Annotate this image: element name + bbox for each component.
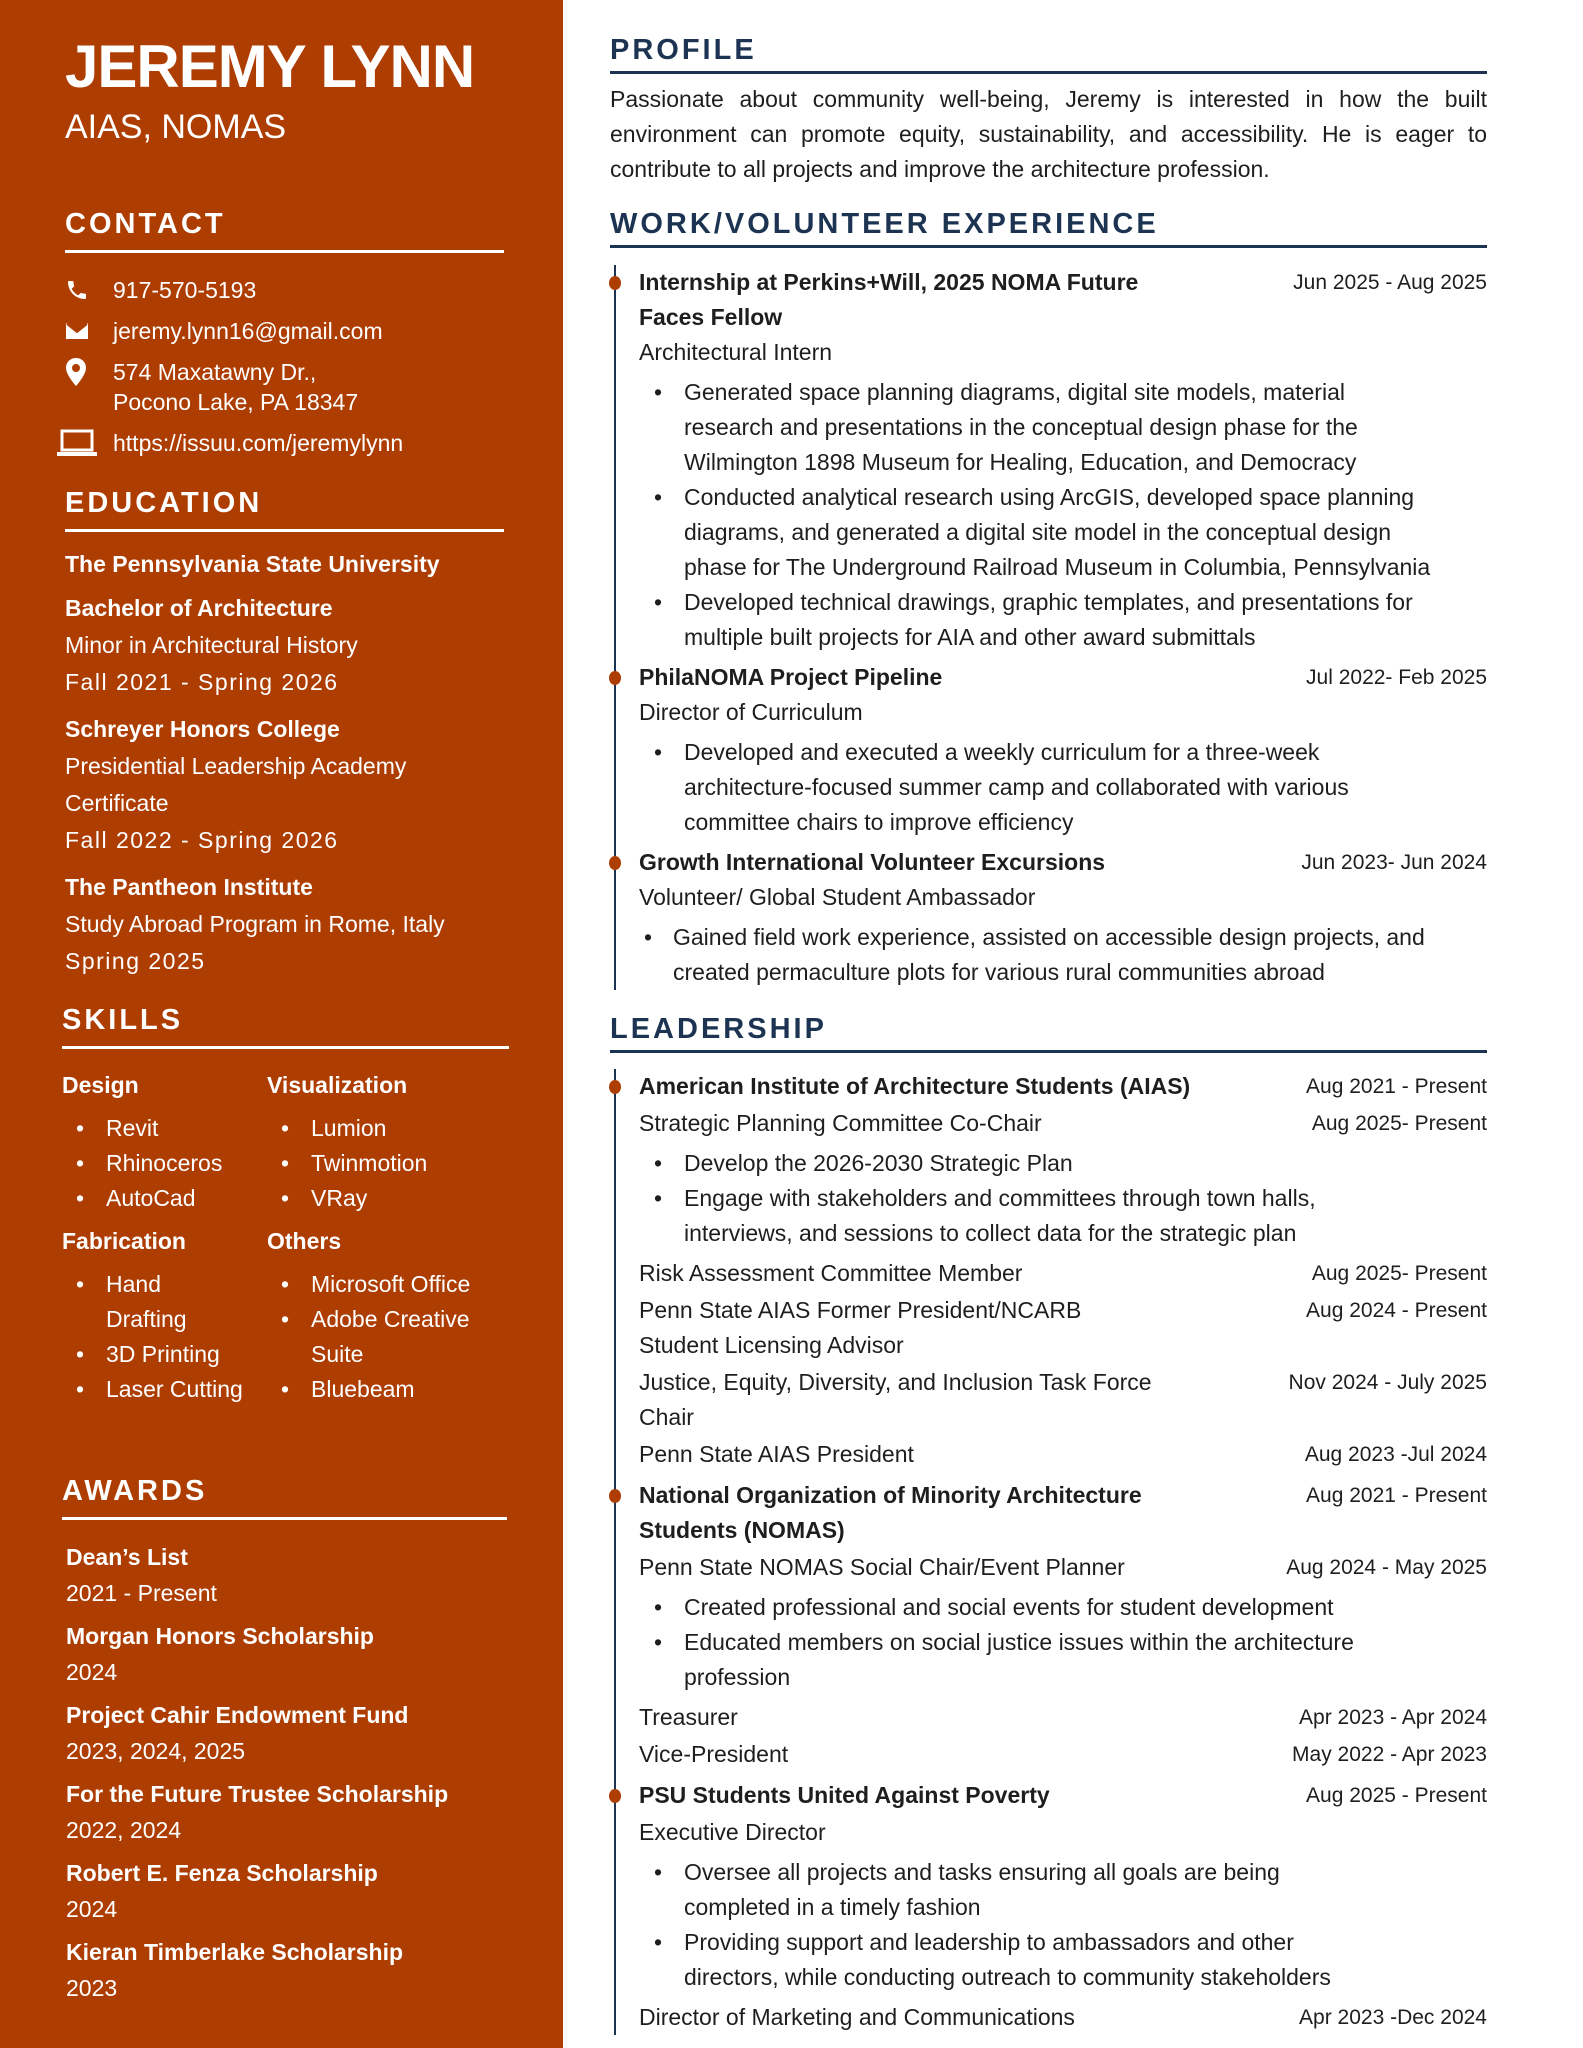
skill-item: • Lumion (267, 1111, 517, 1146)
timeline-dot-icon (609, 276, 621, 290)
skill-item: • Microsoft Office (267, 1267, 517, 1302)
role (639, 1700, 1487, 1735)
role-date: Apr 2023 - Apr 2024 (1299, 1706, 1487, 1729)
mail-icon (65, 316, 113, 346)
org-date: Aug 2021 - Present (1306, 1075, 1487, 1098)
role (639, 1815, 1487, 1850)
timeline-dot-icon (609, 1789, 621, 1803)
role-title: Strategic Planning Committee Co-Chair (639, 1110, 1042, 1136)
role (639, 2000, 1487, 2035)
experience-entry (639, 845, 1487, 990)
skill-group (62, 1224, 267, 1415)
org-date: Aug 2021 - Present (1306, 1484, 1487, 1507)
timeline-dot-icon (609, 1489, 621, 1503)
experience-entry (639, 660, 1487, 840)
experience-date: Jul 2022- Feb 2025 (1306, 666, 1487, 689)
program-dates: Fall 2021 - Spring 2026 (65, 669, 339, 695)
education-heading: EDUCATION (65, 485, 504, 532)
university-name: The Pennsylvania State University (65, 551, 440, 577)
award-item (66, 1776, 448, 1848)
experience-title: Internship at Perkins+Will, 2025 NOMA Future Faces Fellow (639, 269, 1139, 330)
street-address: 574 Maxatawny Dr., Pocono Lake, PA 18347 (113, 359, 359, 415)
role-date: May 2022 - Apr 2023 (1292, 1743, 1487, 1766)
bullet-item: • Develop the 2026-2030 Strategic Plan (639, 1146, 1487, 1181)
skills-heading: SKILLS (62, 1002, 509, 1049)
role-date: Aug 2025- Present (1311, 1112, 1487, 1135)
org-title: American Institute of Architecture Students (AIAS) (639, 1073, 1191, 1099)
org-title: National Organization of Minority Architecture Students (NOMAS) (639, 1482, 1142, 1543)
bullet-item: • Conducted analytical research using ArcGIS, developed space planning diagrams, and generated a digital site model in the conceptual design phase for The Underground Railroad Museum in Columbia, Pennsylvania (639, 480, 1487, 585)
skill-item: • Hand Drafting (62, 1267, 267, 1337)
role (639, 1550, 1487, 1585)
award-name: For the Future Trustee Scholarship (66, 1781, 449, 1807)
role-title: Treasurer (639, 1704, 738, 1730)
award-item (66, 1697, 448, 1769)
award-name: Morgan Honors Scholarship (66, 1623, 374, 1649)
award-year: 2022, 2024 (66, 1817, 182, 1843)
skill-item: • Laser Cutting (62, 1372, 267, 1407)
contact-phone (65, 275, 535, 305)
awards-heading: AWARDS (62, 1473, 507, 1520)
experience-role: Architectural Intern (639, 339, 833, 365)
bullet-item: • Oversee all projects and tasks ensuring all goals are being completed in a timely fashion (639, 1855, 1487, 1925)
skill-item: • Twinmotion (267, 1146, 517, 1181)
experience-date: Jun 2023- Jun 2024 (1301, 851, 1487, 874)
education-list (65, 546, 525, 980)
award-year: 2024 (66, 1659, 118, 1685)
profile-text: Passionate about community well-being, Jeremy is interested in how the built environment can promote equity, sustainability, and accessibility. He is eager to contribute to all projects and improve the architecture profession. (610, 86, 1487, 182)
org (639, 1778, 1487, 1813)
bullet-item: • Created professional and social events for student development (639, 1590, 1487, 1625)
award-name: Dean’s List (66, 1544, 188, 1570)
role-title: Penn State AIAS President (639, 1441, 914, 1467)
role-date: Nov 2024 - July 2025 (1288, 1371, 1487, 1394)
main-content (610, 32, 1487, 2035)
contact-list (65, 275, 535, 469)
phone-number[interactable]: 917-570-5193 (113, 277, 257, 303)
experience (639, 265, 1487, 335)
award-year: 2024 (66, 1896, 118, 1922)
bullet-list (639, 735, 1487, 840)
bullet-item: • Educated members on social justice issues within the architecture profession (639, 1625, 1487, 1695)
skill-item: • Bluebeam (267, 1372, 517, 1407)
program-detail: Study Abroad Program in Rome, Italy (65, 911, 445, 937)
skill-group-name: Others (267, 1228, 342, 1254)
award-item (66, 1934, 448, 2006)
bullet-list (639, 1146, 1487, 1251)
bullet-list (639, 1590, 1487, 1695)
timeline-dot-icon (609, 1080, 621, 1094)
skill-list (62, 1111, 267, 1216)
phone-icon (65, 275, 113, 305)
skill-group (267, 1224, 517, 1415)
award-name: Robert E. Fenza Scholarship (66, 1860, 378, 1886)
skill-item: • VRay (267, 1181, 517, 1216)
role (639, 1365, 1487, 1435)
award-year: 2023, 2024, 2025 (66, 1738, 246, 1764)
contact-email (65, 316, 535, 346)
award-item (66, 1618, 448, 1690)
profile-heading: PROFILE (610, 32, 1487, 74)
skill-item: • 3D Printing (62, 1337, 267, 1372)
skill-item: • AutoCad (62, 1181, 267, 1216)
role-title: Penn State AIAS Former President/NCARB Student Licensing Advisor (639, 1297, 1082, 1358)
award-item (66, 1855, 448, 1927)
program-detail: Minor in Architectural History (65, 632, 358, 658)
role-title: Director of Marketing and Communications (639, 2004, 1075, 2030)
skill-group (267, 1068, 517, 1224)
credentials: AIAS, NOMAS (65, 108, 287, 146)
laptop-icon (57, 428, 113, 458)
work-timeline (614, 265, 1487, 990)
bullet-list (639, 375, 1487, 655)
role (639, 1106, 1487, 1141)
experience-title: Growth International Volunteer Excursions (639, 849, 1106, 875)
skills-grid (62, 1068, 522, 1415)
role-date: Aug 2024 - May 2025 (1286, 1556, 1487, 1579)
program-name: Schreyer Honors College (65, 716, 340, 742)
leadership-heading: LEADERSHIP (610, 1011, 1487, 1053)
skill-item: • Revit (62, 1111, 267, 1146)
award-year: 2023 (66, 1975, 118, 2001)
bullet-item: • Providing support and leadership to ambassadors and other directors, while conducting outreach to community stakeholders (639, 1925, 1487, 1995)
skill-group-name: Fabrication (62, 1228, 186, 1254)
bullet-item: • Gained field work experience, assisted on accessible design projects, and created permaculture plots for various rural communities abroad (639, 920, 1487, 990)
skill-group (62, 1068, 267, 1224)
role-title: Penn State NOMAS Social Chair/Event Planner (639, 1554, 1125, 1580)
bullet-item: • Engage with stakeholders and committees through town halls, interviews, and sessions to collect data for the strategic plan (639, 1181, 1487, 1251)
website-link[interactable]: https://issuu.com/jeremylynn (113, 430, 404, 456)
timeline-dot-icon (609, 856, 621, 870)
program (65, 869, 525, 980)
leadership-timeline (614, 1069, 1487, 2035)
contact-heading: CONTACT (65, 206, 504, 253)
location-pin-icon (65, 357, 113, 387)
org-title: PSU Students United Against Poverty (639, 1782, 1050, 1808)
skill-item: • Rhinoceros (62, 1146, 267, 1181)
role (639, 1737, 1487, 1772)
program-name: Bachelor of Architecture (65, 595, 333, 621)
role-date: Apr 2023 -Dec 2024 (1299, 2006, 1487, 2029)
bullet-list (639, 1855, 1487, 1995)
skill-list (267, 1111, 517, 1216)
role-title: Risk Assessment Committee Member (639, 1260, 1023, 1286)
role-date: Aug 2023 -Jul 2024 (1304, 1443, 1487, 1466)
role-title: Justice, Equity, Diversity, and Inclusion Task Force Chair (639, 1369, 1152, 1430)
leadership-org (639, 1778, 1487, 2035)
experience-role: Director of Curriculum (639, 699, 863, 725)
experience-title: PhilaNOMA Project Pipeline (639, 664, 943, 690)
role (639, 1437, 1487, 1472)
skill-list (62, 1267, 267, 1407)
program-dates: Spring 2025 (65, 948, 206, 974)
bullet-item: • Generated space planning diagrams, digital site models, material research and presentations in the conceptual design phase for the Wilmington 1898 Museum for Healing, Education, and Democracy (639, 375, 1487, 480)
skill-group-name: Visualization (267, 1072, 408, 1098)
experience (639, 845, 1487, 880)
bullet-item: • Developed technical drawings, graphic templates, and presentations for multiple built projects for AIA and other award submittals (639, 585, 1487, 655)
role-title: Vice-President (639, 1741, 789, 1767)
org-date: Aug 2025 - Present (1306, 1784, 1487, 1807)
email-address[interactable]: jeremy.lynn16@gmail.com (113, 318, 383, 344)
leadership-org (639, 1069, 1487, 1472)
role-date: Aug 2024 - Present (1306, 1299, 1487, 1322)
contact-address (65, 357, 535, 417)
role (639, 1256, 1487, 1291)
contact-website (65, 428, 535, 458)
role (639, 1293, 1487, 1363)
bullet-item: • Developed and executed a weekly curriculum for a three-week architecture-focused summer camp and collaborated with various committee chairs to improve efficiency (639, 735, 1487, 840)
org (639, 1069, 1487, 1104)
work-heading: WORK/VOLUNTEER EXPERIENCE (610, 206, 1487, 248)
bullet-list (639, 920, 1487, 990)
experience-role: Volunteer/ Global Student Ambassador (639, 884, 1036, 910)
award-item (66, 1539, 448, 1611)
program-detail: Presidential Leadership Academy Certificate (65, 753, 407, 816)
program-name: The Pantheon Institute (65, 874, 313, 900)
timeline-dot-icon (609, 671, 621, 685)
award-name: Kieran Timberlake Scholarship (66, 1939, 404, 1965)
awards-list (66, 1539, 448, 2013)
role-date: Aug 2025- Present (1311, 1262, 1487, 1285)
experience-date: Jun 2025 - Aug 2025 (1293, 271, 1487, 294)
program (65, 711, 525, 859)
program (65, 590, 525, 701)
role-title: Executive Director (639, 1819, 826, 1845)
candidate-name: JEREMY LYNN (65, 33, 475, 100)
skill-item: • Adobe Creative Suite (267, 1302, 517, 1372)
experience (639, 660, 1487, 695)
leadership-org (639, 1478, 1487, 1772)
org (639, 1478, 1487, 1548)
sidebar (0, 0, 563, 2048)
experience-entry (639, 265, 1487, 655)
award-name: Project Cahir Endowment Fund (66, 1702, 409, 1728)
skill-group-name: Design (62, 1072, 139, 1098)
program-dates: Fall 2022 - Spring 2026 (65, 827, 339, 853)
award-year: 2021 - Present (66, 1580, 217, 1606)
skill-list (267, 1267, 517, 1407)
